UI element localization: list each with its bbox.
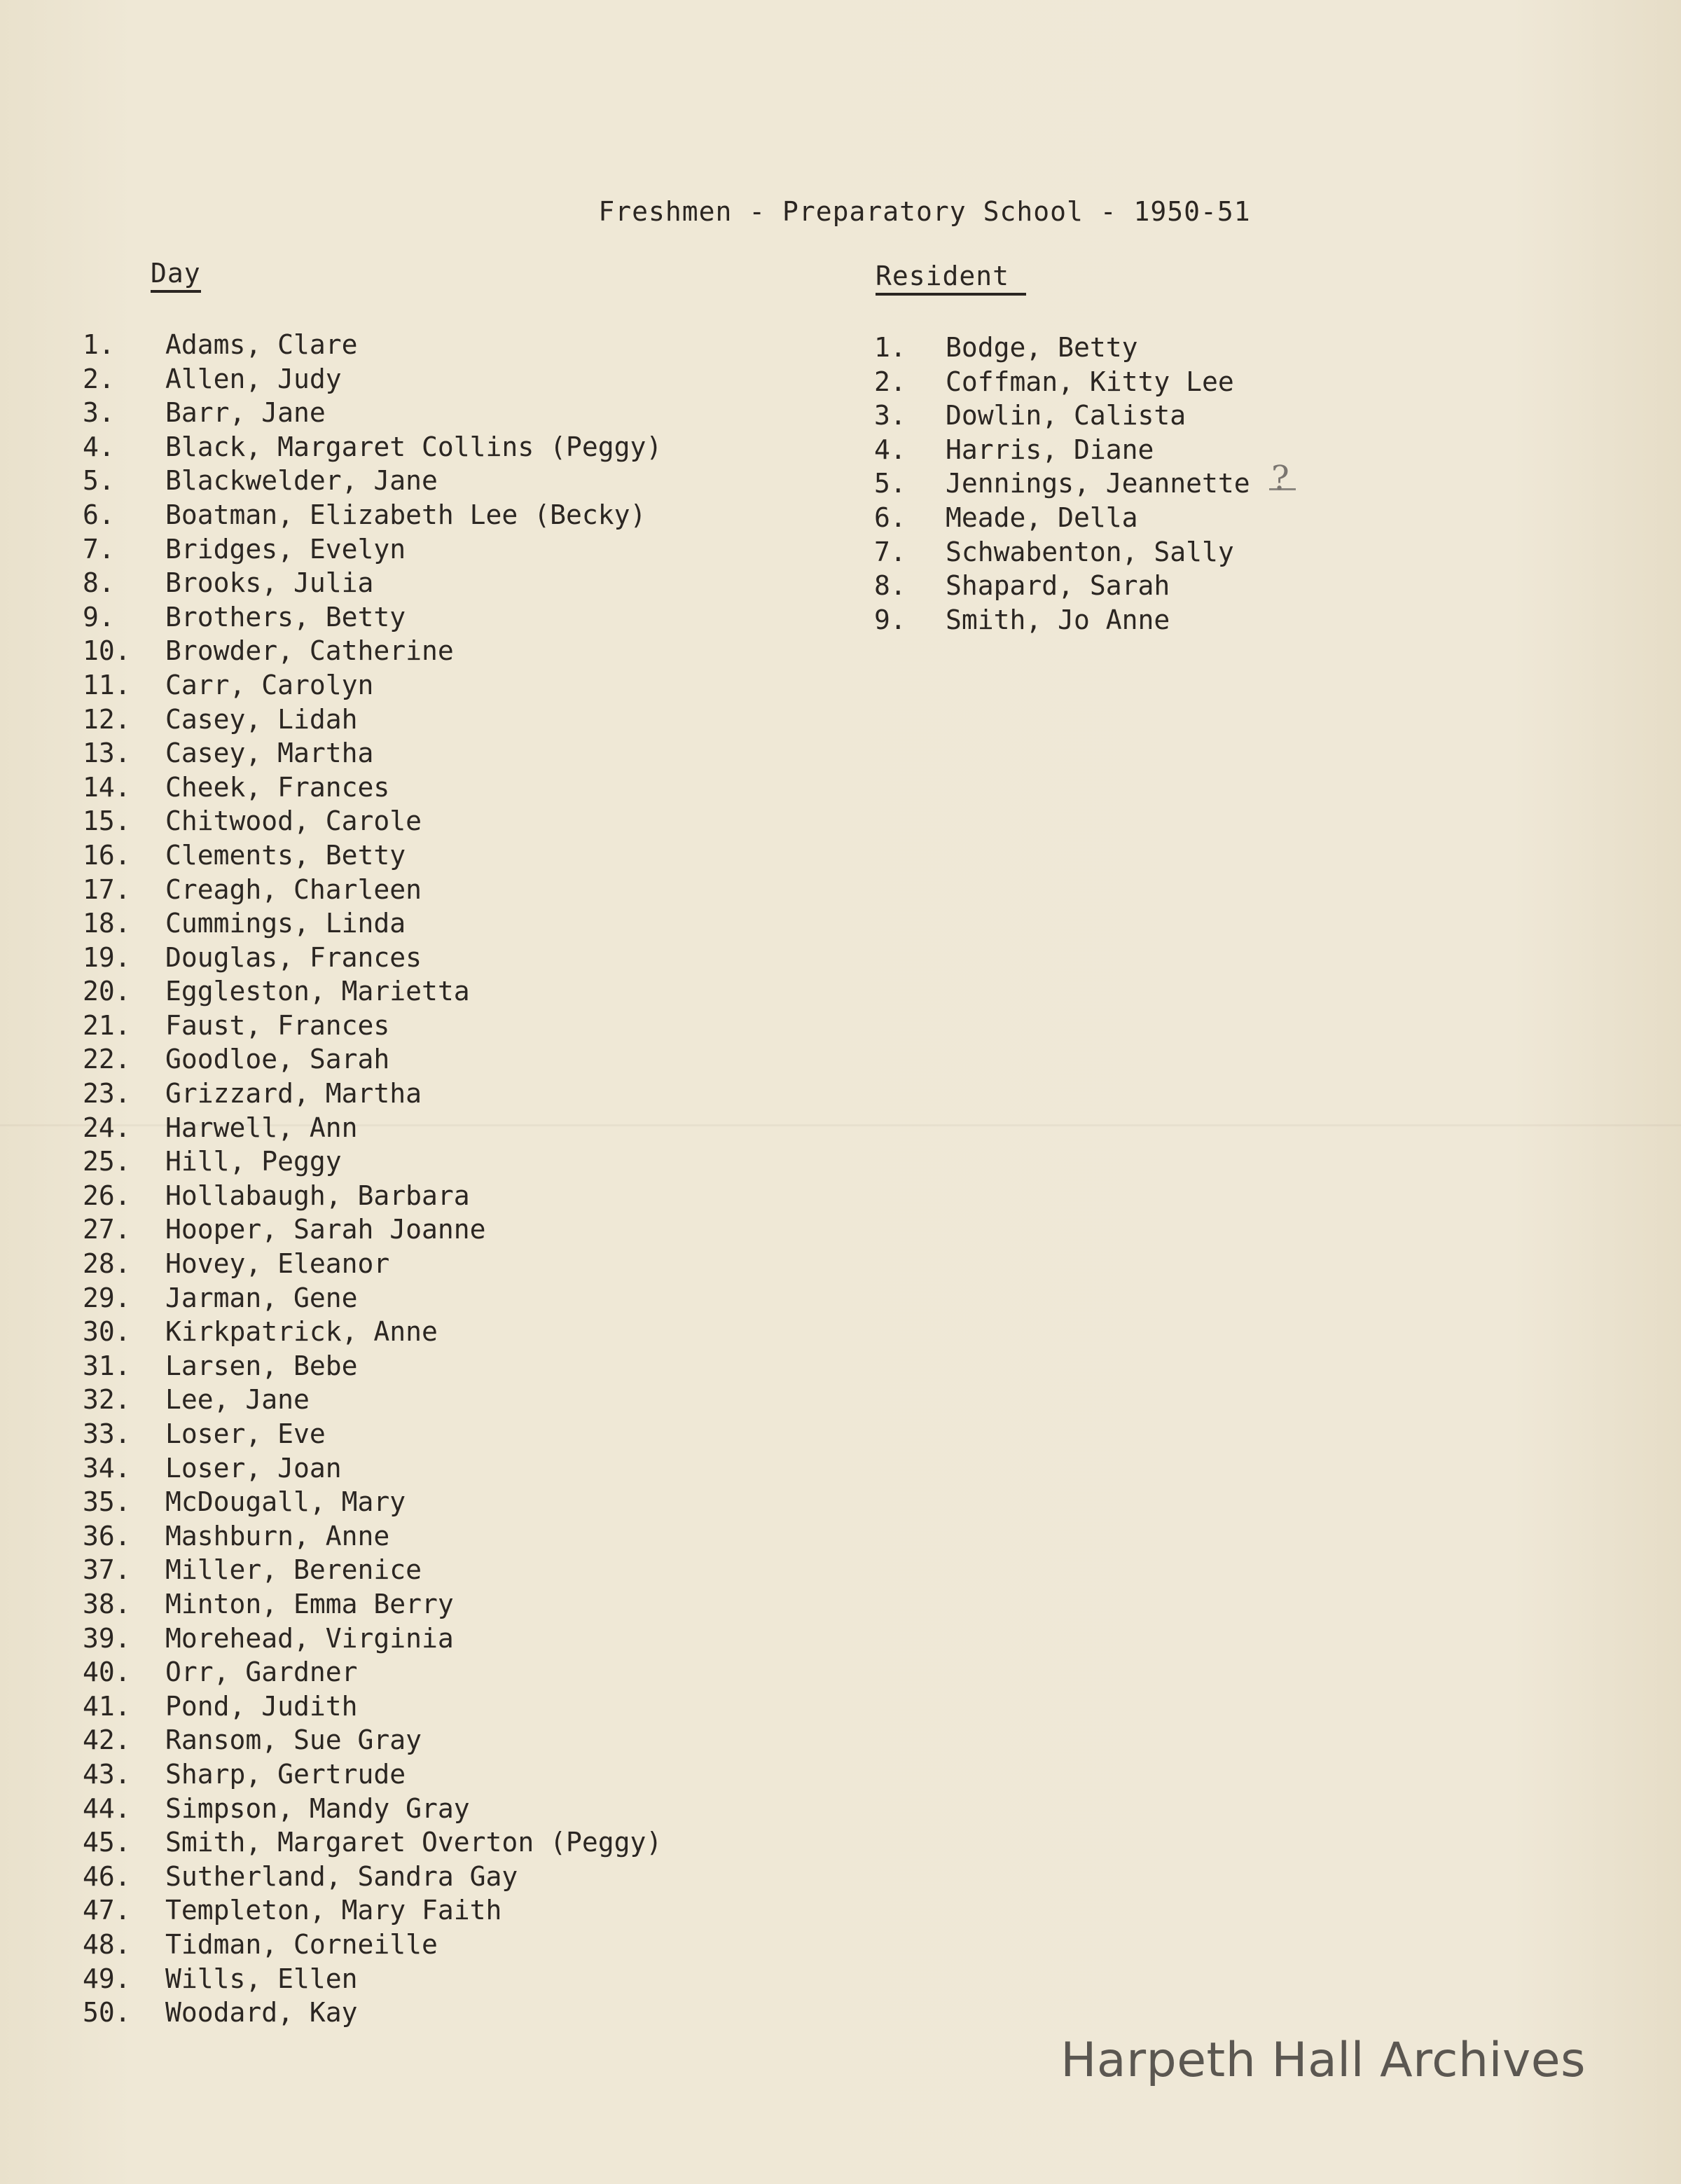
entry-number: 40. <box>83 1657 131 1688</box>
entry-number: 21. <box>83 1009 131 1041</box>
list-item <box>83 362 662 396</box>
student-name: Harwell, Ann <box>165 1112 358 1143</box>
entry-number: 34. <box>83 1452 131 1484</box>
list-item <box>83 1757 662 1792</box>
list-item <box>874 535 1250 569</box>
resident-student-list <box>874 331 1250 637</box>
entry-number: 45. <box>83 1827 131 1858</box>
entry-number: 3. <box>83 397 115 429</box>
student-name: Brooks, Julia <box>165 567 374 599</box>
student-name: Cummings, Linda <box>165 908 406 939</box>
list-item <box>83 1383 662 1417</box>
entry-number: 43. <box>83 1758 131 1790</box>
list-item <box>83 1042 662 1077</box>
entry-number: 2. <box>874 366 906 397</box>
list-item <box>874 466 1250 501</box>
student-name: Ransom, Sue Gray <box>165 1725 422 1756</box>
entry-number: 18. <box>83 908 131 939</box>
entry-number: 47. <box>83 1895 131 1926</box>
student-name: Coffman, Kitty Lee <box>946 366 1234 397</box>
list-item <box>83 974 662 1009</box>
list-item <box>83 1349 662 1383</box>
student-name: Smith, Margaret Overton (Peggy) <box>165 1827 663 1858</box>
list-item <box>874 331 1250 365</box>
entry-number: 31. <box>83 1350 131 1381</box>
student-name: Clements, Betty <box>165 839 406 871</box>
entry-number: 27. <box>83 1214 131 1245</box>
entry-number: 1. <box>874 332 906 363</box>
list-item <box>874 569 1250 603</box>
entry-number: 8. <box>874 570 906 602</box>
list-item <box>83 668 662 703</box>
list-item <box>83 532 662 567</box>
document-title: Freshmen - Preparatory School - 1950-51 <box>598 196 1251 227</box>
day-heading: Day <box>151 258 201 293</box>
entry-number: 8. <box>83 567 115 599</box>
list-item <box>83 464 662 498</box>
student-name: Sutherland, Sandra Gay <box>165 1860 518 1892</box>
entry-number: 10. <box>83 635 131 667</box>
day-student-list <box>83 328 662 2030</box>
list-item <box>83 566 662 600</box>
entry-number: 17. <box>83 873 131 905</box>
entry-number: 41. <box>83 1690 131 1722</box>
entry-number: 1. <box>83 329 115 360</box>
student-name: Harris, Diane <box>946 434 1154 465</box>
list-item <box>83 1622 662 1656</box>
student-name: Hovey, Eleanor <box>165 1248 390 1280</box>
student-name: Simpson, Mandy Gray <box>165 1792 470 1824</box>
student-name: Carr, Carolyn <box>165 669 374 700</box>
entry-number: 13. <box>83 738 131 769</box>
student-name: Brothers, Betty <box>165 601 406 633</box>
archive-watermark: Harpeth Hall Archives <box>1060 2033 1586 2088</box>
student-name: Black, Margaret Collins (Peggy) <box>165 431 663 462</box>
resident-heading: Resident <box>876 261 1026 296</box>
student-name: Casey, Lidah <box>165 703 358 735</box>
entry-number: 6. <box>874 502 906 533</box>
list-item <box>83 873 662 907</box>
list-item <box>83 838 662 873</box>
student-name: Loser, Joan <box>165 1452 342 1484</box>
list-item <box>874 433 1250 467</box>
list-item <box>83 703 662 737</box>
list-item <box>83 498 662 532</box>
list-item <box>83 804 662 838</box>
student-name: Grizzard, Martha <box>165 1078 422 1110</box>
entry-number: 32. <box>83 1384 131 1416</box>
entry-number: 11. <box>83 669 131 700</box>
list-item <box>83 328 662 362</box>
student-name: Allen, Judy <box>165 363 342 394</box>
list-item <box>83 430 662 464</box>
list-item <box>83 1212 662 1247</box>
entry-number: 15. <box>83 806 131 837</box>
entry-number: 4. <box>83 431 115 462</box>
student-name: Chitwood, Carole <box>165 806 422 837</box>
list-item <box>874 365 1250 399</box>
list-item <box>83 1723 662 1757</box>
student-name: Blackwelder, Jane <box>165 465 438 497</box>
entry-number: 25. <box>83 1146 131 1177</box>
student-name: Hill, Peggy <box>165 1146 342 1177</box>
list-item <box>83 600 662 635</box>
list-item <box>83 1928 662 1962</box>
list-item <box>83 396 662 430</box>
list-item <box>83 1145 662 1179</box>
list-item <box>83 1417 662 1451</box>
list-item <box>874 603 1250 637</box>
entry-number: 2. <box>83 363 115 394</box>
student-name: Dowlin, Calista <box>946 400 1187 431</box>
list-item <box>83 1792 662 1826</box>
list-item <box>83 1111 662 1145</box>
entry-number: 26. <box>83 1180 131 1211</box>
student-name: Douglas, Frances <box>165 941 422 973</box>
entry-number: 22. <box>83 1044 131 1075</box>
student-name: Barr, Jane <box>165 397 326 429</box>
student-name: Pond, Judith <box>165 1690 358 1722</box>
entry-number: 36. <box>83 1520 131 1551</box>
student-name: Jarman, Gene <box>165 1282 358 1313</box>
entry-number: 28. <box>83 1248 131 1280</box>
entry-number: 9. <box>874 604 906 635</box>
student-name: Casey, Martha <box>165 738 374 769</box>
list-item <box>83 1315 662 1349</box>
entry-number: 23. <box>83 1078 131 1110</box>
list-item <box>83 1860 662 1894</box>
student-name: Schwabenton, Sally <box>946 536 1234 567</box>
list-item <box>83 1825 662 1860</box>
entry-number: 39. <box>83 1622 131 1654</box>
entry-number: 14. <box>83 771 131 803</box>
day-column <box>83 258 662 2030</box>
entry-number: 6. <box>83 499 115 530</box>
list-item <box>83 1179 662 1213</box>
entry-number: 16. <box>83 839 131 871</box>
entry-number: 29. <box>83 1282 131 1313</box>
student-name: Boatman, Elizabeth Lee (Becky) <box>165 499 646 530</box>
student-name: Creagh, Charleen <box>165 873 422 905</box>
entry-number: 20. <box>83 976 131 1007</box>
entry-number: 30. <box>83 1316 131 1348</box>
handwritten-question-mark: ? <box>1271 459 1289 498</box>
entry-number: 7. <box>874 536 906 567</box>
entry-number: 19. <box>83 941 131 973</box>
list-item <box>83 1281 662 1315</box>
entry-number: 42. <box>83 1725 131 1756</box>
entry-number: 46. <box>83 1860 131 1892</box>
student-name: Kirkpatrick, Anne <box>165 1316 438 1348</box>
student-name: Hooper, Sarah Joanne <box>165 1214 486 1245</box>
student-name: Eggleston, Marietta <box>165 976 470 1007</box>
list-item <box>83 1962 662 1996</box>
entry-number: 7. <box>83 533 115 565</box>
student-name: Goodloe, Sarah <box>165 1044 390 1075</box>
entry-number: 38. <box>83 1588 131 1619</box>
student-name: Adams, Clare <box>165 329 358 360</box>
entry-number: 44. <box>83 1792 131 1824</box>
student-name: Smith, Jo Anne <box>946 604 1170 635</box>
entry-number: 24. <box>83 1112 131 1143</box>
student-name: Bridges, Evelyn <box>165 533 406 565</box>
list-item <box>83 634 662 668</box>
list-item <box>83 1689 662 1724</box>
list-item <box>83 1247 662 1281</box>
list-item <box>83 906 662 941</box>
entry-number: 12. <box>83 703 131 735</box>
student-name: Larsen, Bebe <box>165 1350 358 1381</box>
entry-number: 35. <box>83 1486 131 1518</box>
student-name: McDougall, Mary <box>165 1486 406 1518</box>
entry-number: 9. <box>83 601 115 633</box>
entry-number: 37. <box>83 1554 131 1586</box>
student-name: Meade, Della <box>946 502 1138 533</box>
student-name: Miller, Berenice <box>165 1554 422 1586</box>
list-item <box>83 1893 662 1928</box>
entry-number: 5. <box>874 468 906 499</box>
entry-number: 5. <box>83 465 115 497</box>
student-name: Sharp, Gertrude <box>165 1758 406 1790</box>
resident-column <box>874 261 1250 637</box>
list-item <box>83 1996 662 2030</box>
student-name: Shapard, Sarah <box>946 570 1170 602</box>
student-name: Tidman, Corneille <box>165 1928 438 1960</box>
list-item <box>83 1553 662 1587</box>
entry-number: 4. <box>874 434 906 465</box>
student-name: Loser, Eve <box>165 1418 326 1449</box>
student-name: Templeton, Mary Faith <box>165 1895 502 1926</box>
student-name: Minton, Emma Berry <box>165 1588 454 1619</box>
list-item <box>83 1485 662 1519</box>
list-item <box>874 399 1250 433</box>
list-item <box>83 1077 662 1111</box>
list-item <box>83 1519 662 1554</box>
list-item <box>83 1587 662 1622</box>
student-name: Morehead, Virginia <box>165 1622 454 1654</box>
student-name: Lee, Jane <box>165 1384 310 1416</box>
student-name: Wills, Ellen <box>165 1963 358 1994</box>
student-name: Cheek, Frances <box>165 771 390 803</box>
list-item <box>83 1009 662 1043</box>
list-item <box>83 770 662 805</box>
student-name: Hollabaugh, Barbara <box>165 1180 470 1211</box>
entry-number: 48. <box>83 1928 131 1960</box>
list-item <box>83 736 662 770</box>
list-item <box>874 501 1250 535</box>
student-name: Mashburn, Anne <box>165 1520 390 1551</box>
student-name: Woodard, Kay <box>165 1997 358 2029</box>
student-name: Jennings, Jeannette <box>946 468 1250 499</box>
student-name: Bodge, Betty <box>946 332 1138 363</box>
student-name: Orr, Gardner <box>165 1657 358 1688</box>
student-name: Browder, Catherine <box>165 635 454 667</box>
entry-number: 3. <box>874 400 906 431</box>
entry-number: 33. <box>83 1418 131 1449</box>
entry-number: 49. <box>83 1963 131 1994</box>
entry-number: 50. <box>83 1997 131 2029</box>
list-item <box>83 1655 662 1689</box>
list-item <box>83 941 662 975</box>
list-item <box>83 1451 662 1486</box>
student-name: Faust, Frances <box>165 1009 390 1041</box>
